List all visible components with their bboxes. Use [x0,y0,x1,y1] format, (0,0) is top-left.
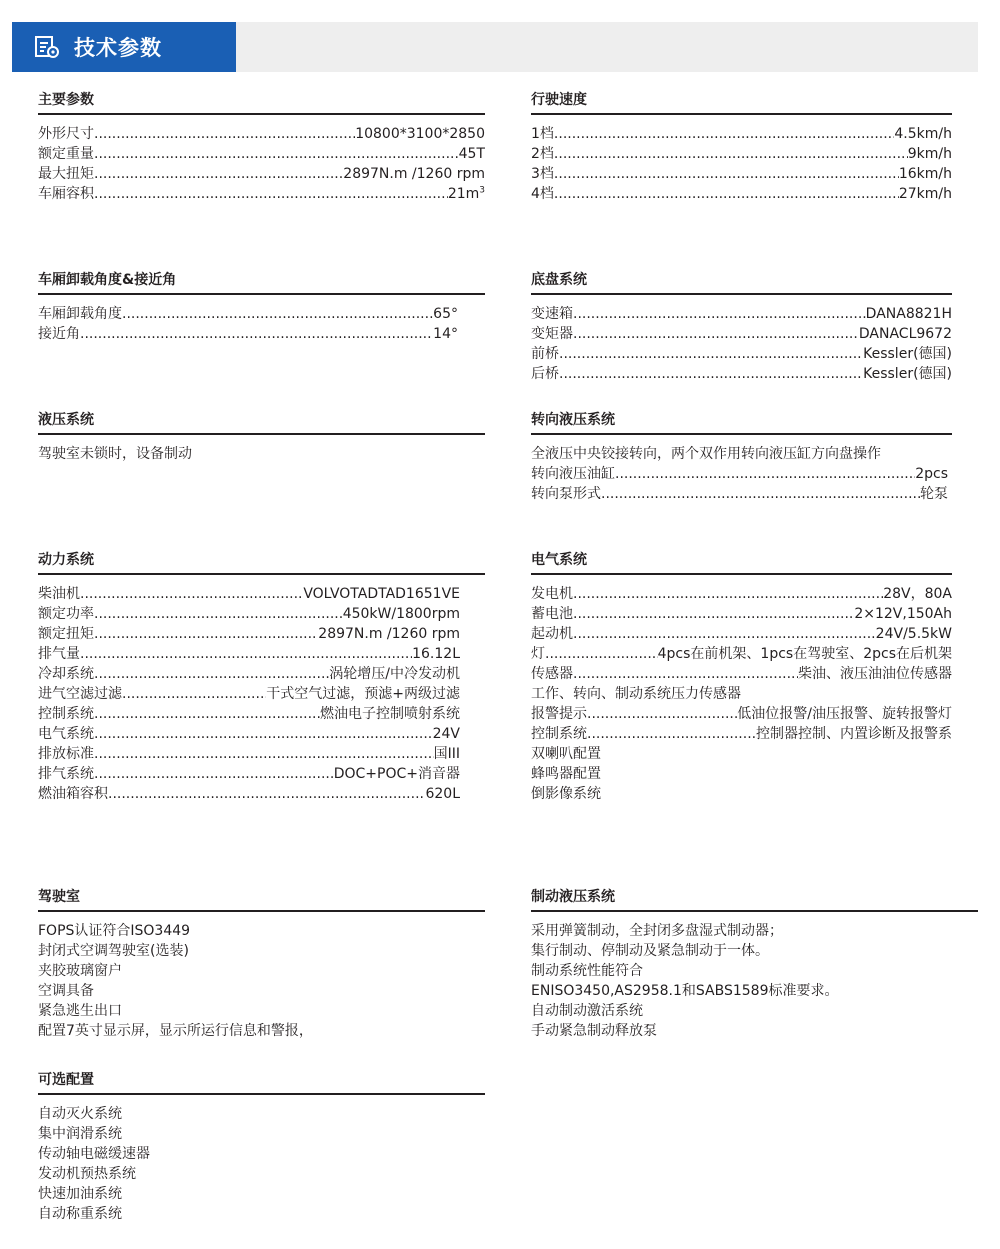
spec-row: 额定功率 ..... 450kW/1800rpm [38,604,460,624]
speed-section [531,90,952,204]
spec-row: 排气量 ..... 16.12L [38,644,460,664]
spec-row: 控制系统 ..... 控制器控制、内置诊断及报警系 [531,724,952,744]
text-line: FOPS认证符合ISO3449 [38,923,191,939]
spec-row: 外形尺寸 ..... 10800*3100*2850 [38,124,485,144]
spec-row: 传感器 ..... 柴油、液压油油位传感器 [531,664,952,684]
spec-row: 转向液压油缸 ..... 2pcs [531,464,948,484]
spec-row: 最大扭矩 ..... 2897N.m /1260 rpm [38,164,485,184]
text-line: 配置7英寸显示屏，显示所运行信息和警报， [38,1023,313,1039]
spec-row: 灯 ..... 4pcs在前机架、1pcs在驾驶室、2pcs在后机架 [531,644,952,664]
spec-row: 车厢容积 ..... $21m^3$ [38,184,485,204]
spec-row: 进气空滤过滤 ..... 干式空气过滤，预滤+两级过滤 [38,684,460,704]
spec-row: 额定扭矩 ..... 2897N.m /1260 rpm [38,624,460,644]
text-line: 紧急逃生出口 [38,1003,122,1019]
main-params-section [38,90,485,204]
cab-section [38,887,485,1041]
spec-row: 车厢卸载角度 ..... 65° [38,304,458,324]
text-line: 空调具备 [38,983,94,999]
text-line: 驾驶室未锁时，设备制动 [38,446,192,462]
chassis-section [531,270,952,384]
text-line: 工作、转向、制动系统压力传感器 [531,686,741,702]
header-tab [12,22,236,72]
text-line: 快速加油系统 [38,1186,122,1202]
text-line: 双喇叭配置 [531,746,601,762]
spec-row: 柴油机 ..... VOLVOTADTAD1651VE [38,584,460,604]
spec-row: 前桥 ..... Kessler(德国) [531,344,952,364]
text-line: ENISO3450,AS2958.1和SABS1589标准要求。 [531,983,839,999]
spec-row: 排放标准 ..... 国III [38,744,460,764]
spec-row: 2档 ..... 9km/h [531,144,952,164]
spec-row: 报警提示 ..... 低油位报警/油压报警、旋转报警灯 [531,704,952,724]
section-title: 制动液压系统 [531,887,978,912]
text-line: 自动灭火系统 [38,1106,122,1122]
spec-row: 冷却系统 ..... 涡轮增压/中冷发动机 [38,664,460,684]
optional-section [38,1070,485,1224]
text-line: 制动系统性能符合 [531,963,643,979]
brake-section [531,887,978,1041]
text-line: 夹胶玻璃窗户 [38,963,122,979]
section-title: 主要参数 [38,90,485,115]
text-line: 自动称重系统 [38,1206,122,1222]
hydraulic-section [38,410,485,464]
section-title: 底盘系统 [531,270,952,295]
power-section [38,550,485,804]
spec-row: 1档 ..... 4.5km/h [531,124,952,144]
text-line: 采用弹簧制动，全封闭多盘湿式制动器； [531,923,783,939]
section-title: 车厢卸载角度&接近角 [38,270,485,295]
text-line: 传动轴电磁缓速器 [38,1146,150,1162]
text-line: 集行制动、停制动及紧急制动于一体。 [531,943,769,959]
spec-row: 发电机 ..... 28V，80A [531,584,952,604]
page-title: 技术参数 [74,36,162,60]
section-title: 电气系统 [531,550,952,575]
header-bar [12,22,978,72]
spec-row: 变速箱 ..... DANA8821H [531,304,952,324]
spec-row: 4档 ..... 27km/h [531,184,952,204]
spec-row: 变矩器 ..... DANACL9672 [531,324,952,344]
text-line: 自动制动激活系统 [531,1003,643,1019]
text-line: 倒影像系统 [531,786,601,802]
spec-row: 排气系统 ..... DOC+POC+消音器 [38,764,460,784]
section-title: 行驶速度 [531,90,952,115]
text-line: 集中润滑系统 [38,1126,122,1142]
spec-row: 3档 ..... 16km/h [531,164,952,184]
spec-row: 控制系统 ..... 燃油电子控制喷射系统 [38,704,460,724]
text-line: 全液压中央铰接转向，两个双作用转向液压缸方向盘操作 [531,446,881,462]
text-line: 发动机预热系统 [38,1166,136,1182]
text-line: 手动紧急制动释放泵 [531,1023,657,1039]
section-title: 可选配置 [38,1070,485,1095]
section-title: 液压系统 [38,410,485,435]
text-line: 封闭式空调驾驶室(选装) [38,943,189,959]
spec-row: 电气系统 ..... 24V [38,724,460,744]
spec-row: 起动机 ..... 24V/5.5kW [531,624,952,644]
text-line: 蜂鸣器配置 [531,766,601,782]
section-title: 动力系统 [38,550,485,575]
spec-row: 燃油箱容积 ..... 620L [38,784,460,804]
spec-row: 蓄电池 ..... 2×12V,150Ah [531,604,952,624]
spec-row: 后桥 ..... Kessler(德国) [531,364,952,384]
dump-angle-section [38,270,485,344]
steering-section [531,410,952,504]
spec-row: 转向泵形式 ..... 轮泵 [531,484,948,504]
spec-row: 额定重量 ..... 45T [38,144,485,164]
spec-row: 接近角 ..... 14° [38,324,458,344]
section-title: 驾驶室 [38,887,485,912]
section-title: 转向液压系统 [531,410,952,435]
document-gear-icon [34,35,60,59]
electrical-section [531,550,952,804]
